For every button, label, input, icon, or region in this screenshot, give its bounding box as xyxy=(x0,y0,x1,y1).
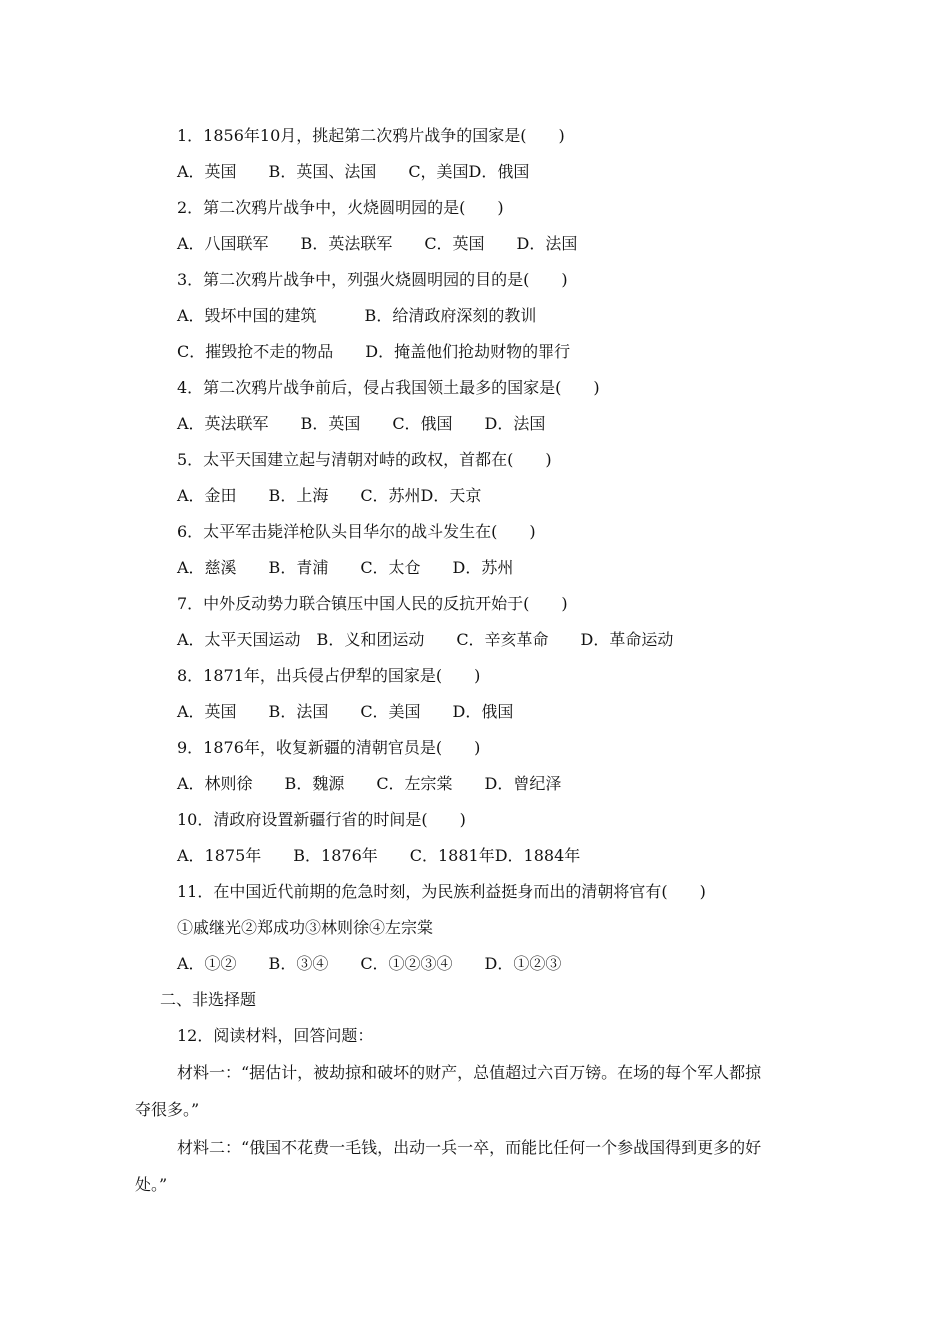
question-2-stem: 2．第二次鸦片战争中，火烧圆明园的是( ) xyxy=(177,198,504,217)
question-3-stem: 3．第二次鸦片战争中，列强火烧圆明园的目的是( ) xyxy=(177,270,568,289)
question-3-options-cd: C．摧毁抢不走的物品 D．掩盖他们抢劫财物的罪行 xyxy=(177,342,571,361)
question-4-options: A．英法联军 B．英国 C．俄国 D．法国 xyxy=(177,414,546,433)
question-6-options: A．慈溪 B．青浦 C．太仓 D．苏州 xyxy=(177,558,514,577)
question-8-stem: 8．1871年，出兵侵占伊犁的国家是( ) xyxy=(177,666,481,685)
question-7-stem: 7．中外反动势力联合镇压中国人民的反抗开始于( ) xyxy=(177,594,568,613)
question-11-items: ①戚继光②郑成功③林则徐④左宗棠 xyxy=(177,918,434,937)
material-2-line-2: 处。” xyxy=(135,1175,168,1194)
question-9-stem: 9．1876年，收复新疆的清朝官员是( ) xyxy=(177,738,481,757)
question-12-stem: 12．阅读材料，回答问题： xyxy=(177,1026,374,1045)
question-6-stem: 6．太平军击毙洋枪队头目华尔的战斗发生在( ) xyxy=(177,522,536,541)
question-1-options: A．英国 B．英国、法国 C，美国D．俄国 xyxy=(177,162,530,181)
question-5-stem: 5．太平天国建立起与清朝对峙的政权，首都在( ) xyxy=(177,450,552,469)
question-5-options: A．金田 B．上海 C．苏州D．天京 xyxy=(177,486,482,505)
question-8-options: A．英国 B．法国 C．美国 D．俄国 xyxy=(177,702,514,721)
material-1-line-2: 夺很多。” xyxy=(135,1100,200,1119)
question-3-options-ab: A．毁坏中国的建筑 B．给清政府深刻的教训 xyxy=(177,306,537,325)
question-9-options: A．林则徐 B．魏源 C．左宗棠 D．曾纪泽 xyxy=(177,774,562,793)
material-1-line-1: 材料一：“据估计，被劫掠和破坏的财产，总值超过六百万镑。在场的每个军人都掠 xyxy=(177,1063,762,1082)
question-2-options: A．八国联军 B．英法联军 C．英国 D．法国 xyxy=(177,234,578,253)
question-4-stem: 4．第二次鸦片战争前后，侵占我国领土最多的国家是( ) xyxy=(177,378,600,397)
material-2-line-1: 材料二：“俄国不花费一毛钱，出动一兵一卒，而能比任何一个参战国得到更多的好 xyxy=(177,1138,762,1157)
question-10-options: A．1875年 B．1876年 C．1881年D．1884年 xyxy=(177,846,581,865)
question-11-stem: 11．在中国近代前期的危急时刻，为民族利益挺身而出的清朝将官有( ) xyxy=(177,882,706,901)
question-7-options: A．太平天国运动 B．义和团运动 C．辛亥革命 D．革命运动 xyxy=(177,630,674,649)
question-11-options: A．①② B．③④ C．①②③④ D．①②③ xyxy=(177,954,562,973)
section-title: 二、非选择题 xyxy=(160,990,257,1009)
question-10-stem: 10．清政府设置新疆行省的时间是( ) xyxy=(177,810,466,829)
question-1-stem: 1．1856年10月，挑起第二次鸦片战争的国家是( ) xyxy=(177,126,565,145)
